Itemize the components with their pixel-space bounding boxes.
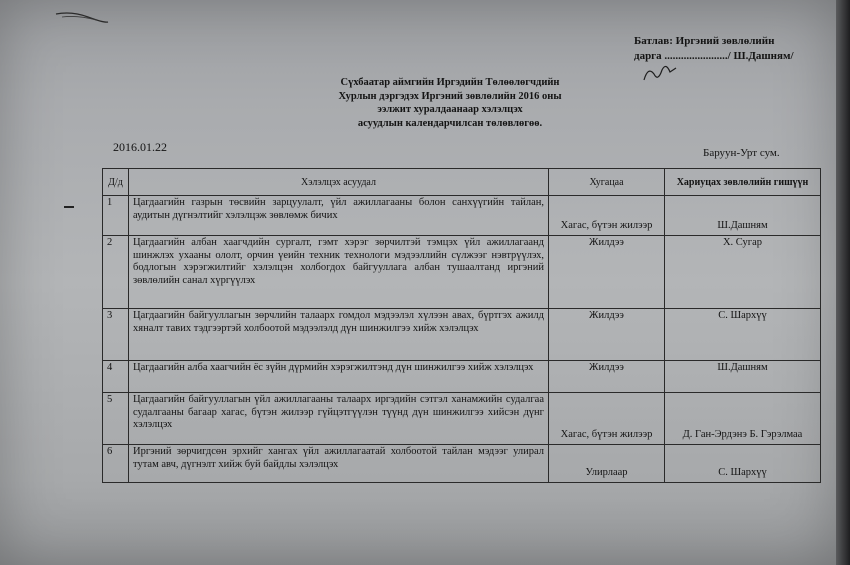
row-issue: Иргэний зөрчигдсөн эрхийг хангах үйл ажиллагаатай холбоотой тайлан мэдээг улирал тутам авч, дүгнэлт хийж буй байдлы хэлэлцэх: [129, 445, 549, 483]
row-number: 6: [103, 445, 129, 483]
table-row: [103, 393, 821, 445]
row-responsible: Ш.Дашням: [665, 361, 821, 393]
row-timing: Жилдээ: [549, 309, 665, 361]
row-issue: Цагдаагийн алба хаагчийн ёс зүйн дүрмийн хэрэгжилтэнд дүн шинжилгээ хийж хэлэлцэх: [129, 361, 549, 393]
column-header-number: Д/д: [103, 169, 129, 196]
title-line-3: ээлжит хуралдаанаар хэлэлцэх: [377, 104, 523, 115]
title-line-4: асуудлын календарчилсан төлөвлөгөө.: [357, 117, 543, 129]
row-responsible: Д. Ган-Эрдэнэ Б. Гэрэлмаа: [665, 393, 821, 445]
table-row: [103, 309, 821, 361]
document-date: 2016.01.22: [113, 140, 167, 154]
signature-icon: [640, 58, 680, 88]
row-responsible: С. Шархүү: [665, 309, 821, 361]
row-timing: Жилдээ: [549, 236, 665, 309]
row-issue: Цагдаагийн байгууллагын үйл ажиллагааны талаарх иргэдийн сэтгэл ханамжийн судалгаа судалгааны багаар хагас, бүтэн жилээр гүйцэтгүүлэн түүнд дүн шинжилгээ хийсэн дүнг хэлэлцэх: [129, 393, 549, 445]
row-timing: Хагас, бүтэн жилээр: [549, 196, 665, 236]
row-issue: Цагдаагийн газрын төсвийн зарцуулалт, үйл ажиллагааны болон санхүүгийн тайлан, аудитын дүгнэлтийг хэлэлцэж зөвлөмж бичих: [129, 196, 549, 236]
row-number: 1: [103, 196, 129, 236]
row-number: 4: [103, 361, 129, 393]
pen-scribble-mark: [52, 8, 112, 28]
row-responsible: Ш.Дашням: [665, 196, 821, 236]
table-row: [103, 196, 821, 236]
row-responsible: С. Шархүү: [665, 445, 821, 483]
row-number: 2: [103, 236, 129, 309]
column-header-issue: Хэлэлцэх асуудал: [129, 169, 549, 196]
approval-signature-line: дарга ......................./ Ш.Дашням/: [634, 50, 794, 62]
row-responsible: Х. Сугар: [665, 236, 821, 309]
page-edge-shadow: [836, 0, 850, 565]
column-header-responsible: Хариуцах зөвлөлийн гишүүн: [665, 169, 821, 196]
table-row: [103, 361, 821, 393]
row-issue: Цагдаагийн байгууллагын зөрчлийн талаарх гомдол мэдээлэл хүлээн авах, бүртгэх ажилд хяналт тавих тэдгээртэй холбоотой мэдээлэлд дүн шинжилгээ хийж хэлэлцэх: [129, 309, 549, 361]
document-place: Баруун-Урт сум.: [703, 147, 780, 159]
column-header-timing: Хугацаа: [549, 169, 665, 196]
row-timing: Хагас, бүтэн жилээр: [549, 393, 665, 445]
title-line-2: Хурлын дэргэдэх Иргэний зөвлөлийн 2016 оны: [338, 90, 562, 102]
row-timing: Жилдээ: [549, 361, 665, 393]
table-row: [103, 445, 821, 483]
table-header-row: [103, 169, 821, 196]
margin-dash-mark: [64, 206, 74, 208]
row-number: 5: [103, 393, 129, 445]
plan-table: [102, 168, 821, 483]
table-row: [103, 236, 821, 309]
row-issue: Цагдаагийн албан хаагчдийн сургалт, гэмт хэрэг зөрчилтэй тэмцэх үйл ажиллагаанд шинжлэх ухааны ололт, орчин үеийн техник технологи мэдээллийн сүлжээг нэвтрүүлэх, бодлогын хэрэгжилтийг хэлэлцэн холбогдох байгууллага албан тушаалтанд иргэний зөвлөлийн санал хүргүүлэх: [129, 236, 549, 309]
row-number: 3: [103, 309, 129, 361]
title-line-1: Сүхбаатар аймгийн Иргэдийн Төлөөлөгчдийн: [340, 77, 560, 88]
row-timing: Улирлаар: [549, 445, 665, 483]
document-title: [300, 76, 600, 130]
approval-title: Батлав: Иргэний зөвлөлийн: [634, 35, 775, 47]
